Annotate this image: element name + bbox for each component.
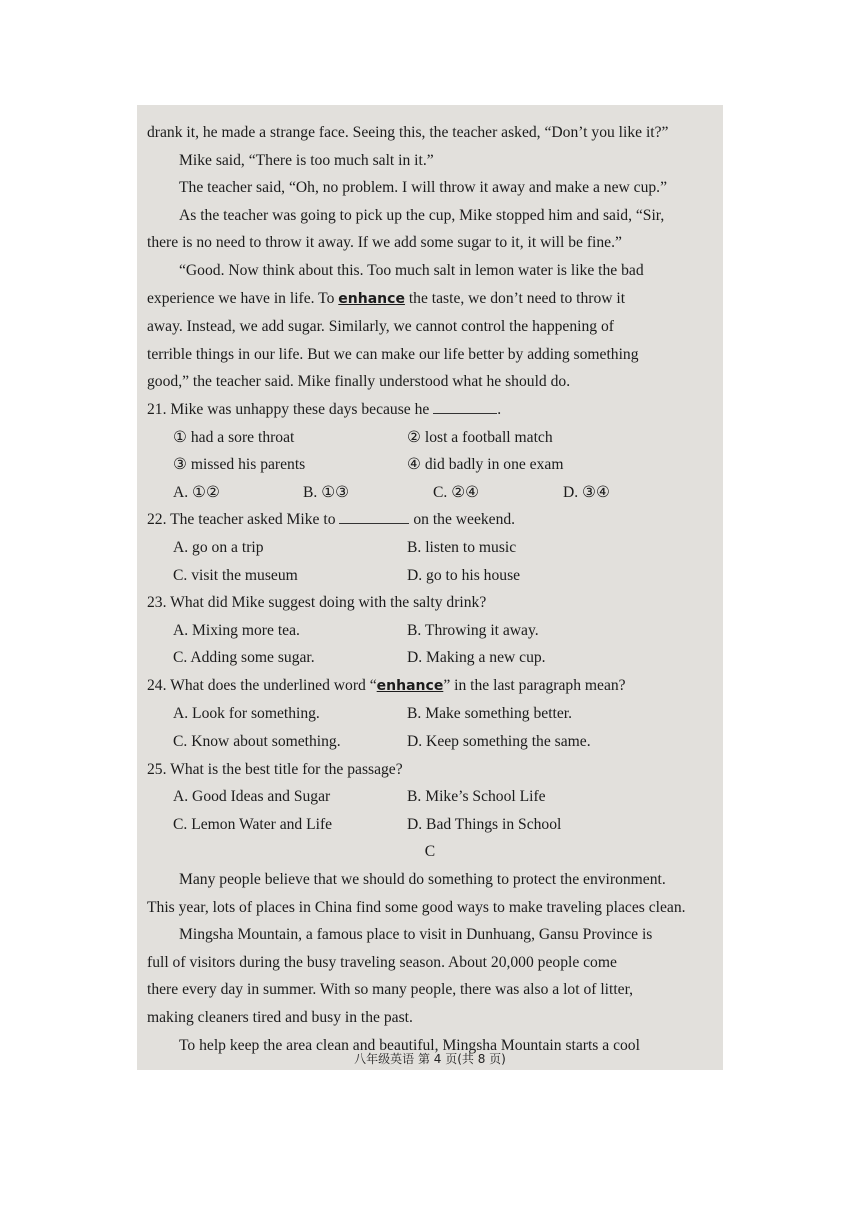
page-content	[147, 119, 713, 1059]
question-21-choices-row	[147, 451, 713, 479]
passage-line: there every day in summer. With so many people, there was also a lot of litter,	[147, 981, 634, 999]
option-b[interactable]: B. listen to music	[407, 538, 517, 556]
question-21-options	[147, 479, 713, 507]
passage-line: making cleaners tired and busy in the past.	[147, 1009, 413, 1026]
passage-line: there is no need to throw it away. If we add some sugar to it, it will be fine.”	[147, 234, 622, 252]
choice-item: ② lost a football match	[407, 428, 553, 446]
page-footer: 八年级英语 第 4 页(共 8 页)	[354, 1052, 506, 1066]
answer-blank	[339, 507, 409, 524]
passage-text: experience we have in life. To	[147, 289, 339, 307]
option-c[interactable]: C. Lemon Water and Life	[173, 815, 333, 833]
option-a[interactable]: A. Mixing more tea.	[173, 621, 300, 639]
option-d[interactable]: D. Making a new cup.	[407, 649, 546, 667]
option-b[interactable]: B. Make something better.	[407, 705, 573, 723]
option-b[interactable]: B. Throwing it away.	[407, 621, 539, 639]
passage-line: full of visitors during the busy traveling season. About 20,000 people come	[147, 953, 617, 971]
option-c[interactable]: C. visit the museum	[173, 566, 298, 584]
passage-line: drank it, he made a strange face. Seeing this, the teacher asked, “Don’t you like it?”	[147, 124, 669, 141]
option-d[interactable]: D. Bad Things in School	[407, 815, 562, 833]
choice-item: ① had a sore throat	[173, 428, 295, 446]
section-heading: C	[424, 843, 436, 861]
question-23-stem: 23. What did Mike suggest doing with the salty drink?	[147, 594, 487, 612]
question-24-options-row	[147, 728, 713, 756]
question-22-stem: 22. The teacher asked Mike to on the weekend.	[147, 506, 713, 534]
question-22-options-row	[147, 534, 713, 562]
passage-text: the taste, we don’t need to throw it	[404, 289, 626, 307]
question-25-options-row	[147, 783, 713, 811]
question-25-stem: 25. What is the best title for the passage?	[147, 760, 403, 778]
option-d[interactable]: D. ③④	[563, 483, 611, 501]
underlined-keyword: enhance	[338, 290, 405, 307]
question-24-stem: 24. What does the underlined word “enhance” in the last paragraph mean?	[147, 676, 626, 694]
passage-line: To help keep the area clean and beautiful, Mingsha Mountain starts a cool	[179, 1036, 640, 1054]
passage-line: away. Instead, we add sugar. Similarly, we cannot control the happening of	[147, 318, 614, 336]
option-a[interactable]: A. Good Ideas and Sugar	[173, 788, 331, 806]
option-a[interactable]: A. Look for something.	[173, 705, 320, 723]
passage-line: Mingsha Mountain, a famous place to visit in Dunhuang, Gansu Province is	[179, 926, 653, 944]
exam-page	[137, 105, 723, 1070]
question-23-options-row	[147, 644, 713, 672]
option-c[interactable]: C. Adding some sugar.	[173, 649, 315, 667]
question-22-options-row	[147, 562, 713, 590]
passage-line: Mike said, “There is too much salt in it.”	[179, 151, 434, 169]
option-d[interactable]: D. go to his house	[407, 566, 521, 584]
question-21-choices-row	[147, 424, 713, 452]
choice-item: ④ did badly in one exam	[407, 456, 564, 474]
passage-line: “Good. Now think about this. Too much salt in lemon water is like the bad	[179, 261, 644, 279]
option-a[interactable]: A. ①②	[173, 483, 221, 501]
question-23-options-row	[147, 617, 713, 645]
passage-line-with-keyword	[147, 285, 713, 314]
passage-line: The teacher said, “Oh, no problem. I will throw it away and make a new cup.”	[179, 179, 667, 197]
option-b[interactable]: B. Mike’s School Life	[407, 788, 546, 806]
underlined-keyword: enhance	[376, 677, 444, 694]
passage-line: good,” the teacher said. Mike finally understood what he should do.	[147, 373, 571, 391]
option-d[interactable]: D. Keep something the same.	[407, 733, 591, 751]
passage-line: Many people believe that we should do something to protect the environment.	[179, 871, 666, 889]
passage-line: This year, lots of places in China find some good ways to make traveling places clean.	[147, 898, 686, 916]
answer-blank	[433, 397, 497, 414]
choice-item: ③ missed his parents	[173, 456, 306, 474]
question-25-options-row	[147, 811, 713, 839]
option-c[interactable]: C. Know about something.	[173, 733, 341, 751]
question-21-stem: 21. Mike was unhappy these days because he .	[147, 396, 713, 424]
passage-line: As the teacher was going to pick up the cup, Mike stopped him and said, “Sir,	[179, 206, 665, 224]
option-b[interactable]: B. ①③	[303, 483, 350, 501]
question-24-options-row	[147, 700, 713, 728]
passage-line: terrible things in our life. But we can make our life better by adding something	[147, 345, 639, 363]
option-c[interactable]: C. ②④	[433, 483, 480, 501]
option-a[interactable]: A. go on a trip	[173, 538, 264, 556]
